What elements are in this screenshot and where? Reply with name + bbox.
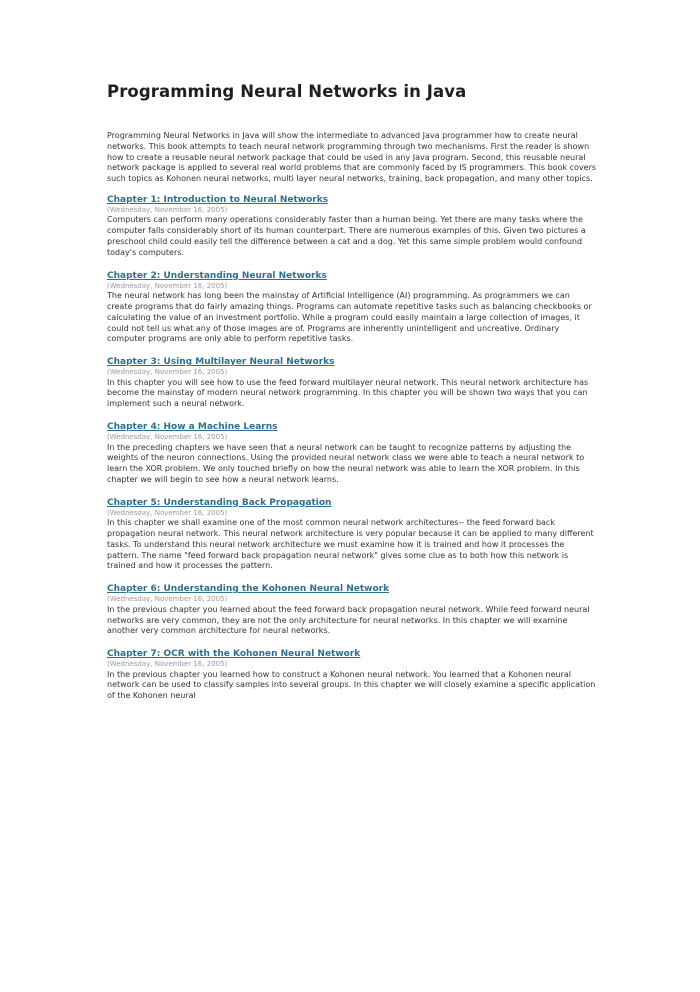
chapter-link[interactable]: Chapter 3: Using Multilayer Neural Networks	[107, 357, 335, 368]
chapter-entry	[107, 584, 597, 637]
page-title: Programming Neural Networks in Java	[107, 82, 467, 101]
chapter-link[interactable]: Chapter 4: How a Machine Learns	[107, 422, 278, 433]
document-page	[107, 82, 597, 714]
chapter-link[interactable]: Chapter 6: Understanding the Kohonen Neural Network	[107, 584, 390, 595]
chapter-entry	[107, 271, 597, 345]
chapter-date: (Wednesday, November 16, 2005)	[107, 433, 228, 442]
chapter-date: (Wednesday, November 16, 2005)	[107, 368, 228, 377]
chapter-description: Computers can perform many operations considerably faster than a human being. Yet there are many tasks where the computer falls considerably short of its human counterpart. There are numerous examples of this. Given two pictures a preschool child could easily tell the difference between a cat and a dog. Yet this same simple problem would confound today's computers.	[107, 215, 586, 257]
chapter-description: In this chapter you will see how to use the feed forward multilayer neural network. This neural network architecture has become the mainstay of modern neural network programming. In this chapter you will be shown two ways that you can implement such a neural network.	[107, 377, 589, 409]
chapter-description: In the previous chapter you learned how to construct a Kohonen neural network. You learned that a Kohonen neural network can be used to classify samples into several groups. In this chapter we will closely examine a specific application of the Kohonen neural	[107, 669, 596, 701]
intro-paragraph: Programming Neural Networks in Java will show the intermediate to advanced Java programmer how to create neural networks. This book attempts to teach neural network programming through two mechanisms. First the reader is shown how to create a reusable neural network package that could be used in any Java program. Second, this reusable neural network package is applied to several real world problems that are commonly faced by IS programmers. This book covers such topics as Kohonen neural networks, multi layer neural networks, training, back propagation, and many other topics.	[107, 131, 597, 184]
chapter-date: (Wednesday, November 16, 2005)	[107, 205, 228, 214]
chapter-date: (Wednesday, November 16, 2005)	[107, 595, 228, 604]
chapter-entry	[107, 422, 597, 486]
chapter-description: The neural network has long been the mainstay of Artificial Intelligence (AI) programming. As programmers we can create programs that do fairly amazing things. Programs can automate repetitive tasks such as balancing checkbooks or calculating the value of an investment portfolio. While a program could easily maintain a large collection of images, it could not tell us what any of those images are of. Programs are inherently unintelligent and uncreative. Ordinary computer programs are only able to perform repetitive tasks.	[107, 291, 592, 344]
chapter-link[interactable]: Chapter 7: OCR with the Kohonen Neural Network	[107, 649, 361, 660]
chapter-entry	[107, 357, 597, 410]
chapter-entry	[107, 649, 597, 702]
chapter-link[interactable]: Chapter 1: Introduction to Neural Networks	[107, 194, 329, 205]
chapter-description: In the previous chapter you learned about the feed forward back propagation neural network. While feed forward neural networks are very common, they are not the only architecture for neural networks. In this chapter we will examine another very common architecture for neural networks.	[107, 604, 590, 636]
chapter-description: In this chapter we shall examine one of the most common neural network architectures-- the feed forward back propagation neural network. This neural network architecture is very popular because it can be applied to many different tasks. To understand this neural network architecture we must examine how it is trained and how it processes the pattern. The name "feed forward back propagation neural network" gives some clue as to both how this network is trained and how it processes the pattern.	[107, 518, 594, 571]
chapter-date: (Wednesday, November 16, 2005)	[107, 281, 228, 290]
chapter-description: In the preceding chapters we have seen that a neural network can be taught to recognize patterns by adjusting the weights of the neuron connections. Using the provided neural network class we were able to teach a neural network to learn the XOR problem. We only touched briefly on how the neural network was able to learn the XOR problem. In this chapter we will begin to see how a neural network learns.	[107, 442, 585, 484]
chapter-date: (Wednesday, November 16, 2005)	[107, 660, 228, 669]
chapter-link[interactable]: Chapter 5: Understanding Back Propagation	[107, 497, 332, 508]
chapter-entry	[107, 498, 597, 572]
chapter-entry	[107, 195, 597, 259]
chapter-date: (Wednesday, November 16, 2005)	[107, 508, 228, 517]
chapter-link[interactable]: Chapter 2: Understanding Neural Networks	[107, 270, 327, 281]
